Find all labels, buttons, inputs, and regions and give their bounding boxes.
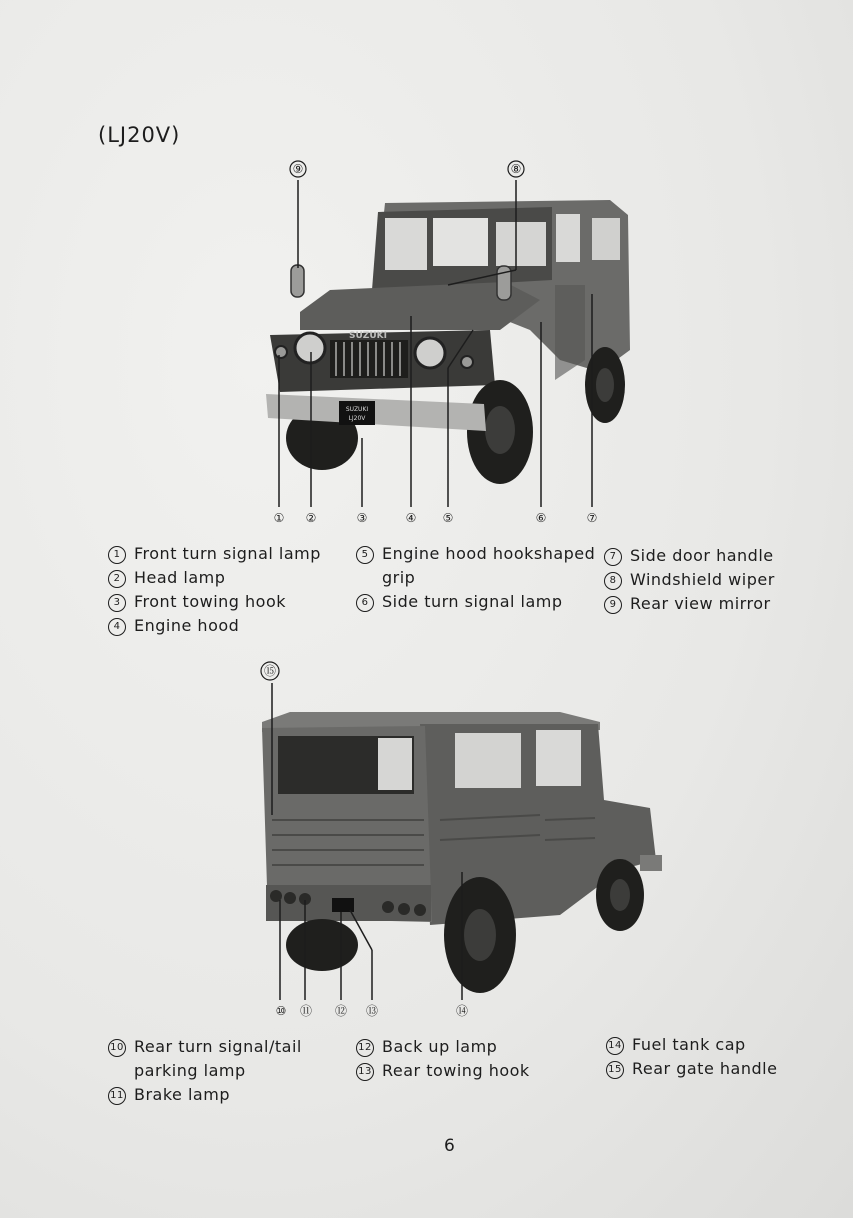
svg-text:SUZUKI: SUZUKI [349, 331, 387, 341]
legend-item-4 [108, 614, 321, 638]
legend-item-3 [108, 590, 321, 614]
legend-label: Engine hood hookshaped [382, 544, 596, 563]
legend-item-6 [356, 590, 595, 614]
callout-4: ④ [405, 511, 417, 525]
legend-item-9 [604, 592, 775, 616]
legend-item-10 [108, 1035, 302, 1059]
legend-item-10-continued: parking lamp [134, 1061, 246, 1080]
legend-number: 6 [356, 594, 374, 612]
legend-item-11 [108, 1083, 302, 1107]
legend-number: 14 [606, 1037, 624, 1055]
legend-number: 2 [108, 570, 126, 588]
legend-number: 10 [108, 1039, 126, 1057]
callout-7: ⑦ [586, 511, 598, 525]
legend-number: 8 [604, 572, 622, 590]
legend-label: Front turn signal lamp [134, 544, 321, 563]
legend-item-13 [356, 1059, 530, 1083]
legend-number: 11 [108, 1087, 126, 1105]
callout-11: ⑪ [299, 1004, 313, 1018]
rear-legend-col-3 [606, 1033, 777, 1081]
legend-number: 5 [356, 546, 374, 564]
legend-label: Rear towing hook [382, 1061, 530, 1080]
legend-item-8 [604, 568, 775, 592]
legend-label: Side door handle [630, 546, 774, 565]
callout-8: ⑧ [510, 162, 522, 176]
front-legend-col-2 [356, 542, 595, 614]
callout-12: ⑫ [334, 1004, 348, 1018]
legend-number: 1 [108, 546, 126, 564]
callout-10: ⑩ [275, 1004, 287, 1018]
front-legend-col-1 [108, 542, 321, 638]
legend-number: 3 [108, 594, 126, 612]
front-plate-line-2: LJ20V [348, 415, 366, 422]
rear-legend-col-2 [356, 1035, 530, 1083]
legend-label: Rear turn signal/tail [134, 1037, 302, 1056]
front-plate-line-1: SUZUKI [345, 406, 369, 413]
legend-item-15 [606, 1057, 777, 1081]
legend-label: Head lamp [134, 568, 226, 587]
callout-14: ⑭ [455, 1004, 469, 1018]
legend-number: 4 [108, 618, 126, 636]
legend-label: Side turn signal lamp [382, 592, 563, 611]
legend-label: Back up lamp [382, 1037, 498, 1056]
legend-number: 9 [604, 596, 622, 614]
legend-item-7 [604, 544, 775, 568]
legend-number: 12 [356, 1039, 374, 1057]
front-legend-col-3 [604, 544, 775, 616]
legend-item-12 [356, 1035, 530, 1059]
callout-15: ⑮ [263, 664, 277, 678]
page-number: 6 [444, 1136, 455, 1156]
legend-label: Windshield wiper [630, 570, 775, 589]
legend-number: 15 [606, 1061, 624, 1079]
legend-item-14 [606, 1033, 777, 1057]
legend-label: Engine hood [134, 616, 240, 635]
front-callout-markers [290, 161, 524, 177]
legend-label: Fuel tank cap [632, 1035, 746, 1054]
front-callout-markers-bottom [274, 511, 598, 525]
callout-6: ⑥ [535, 511, 547, 525]
legend-item-5-continued: grip [382, 568, 416, 587]
legend-label: Front towing hook [134, 592, 287, 611]
callout-5: ⑤ [442, 511, 454, 525]
legend-label: Brake lamp [134, 1085, 230, 1104]
callout-9: ⑨ [292, 162, 304, 176]
legend-label: Rear gate handle [632, 1059, 778, 1078]
callout-2: ② [305, 511, 317, 525]
callout-1: ① [273, 511, 285, 525]
legend-item-1 [108, 542, 321, 566]
rear-legend-col-1 [108, 1035, 302, 1107]
legend-number: 13 [356, 1063, 374, 1081]
legend-item-2 [108, 566, 321, 590]
callout-13: ⑬ [365, 1004, 379, 1018]
legend-label: Rear view mirror [630, 594, 771, 613]
legend-number: 7 [604, 548, 622, 566]
callout-3: ③ [356, 511, 368, 525]
legend-item-5 [356, 542, 595, 566]
model-heading: (LJ20V) [98, 123, 181, 147]
